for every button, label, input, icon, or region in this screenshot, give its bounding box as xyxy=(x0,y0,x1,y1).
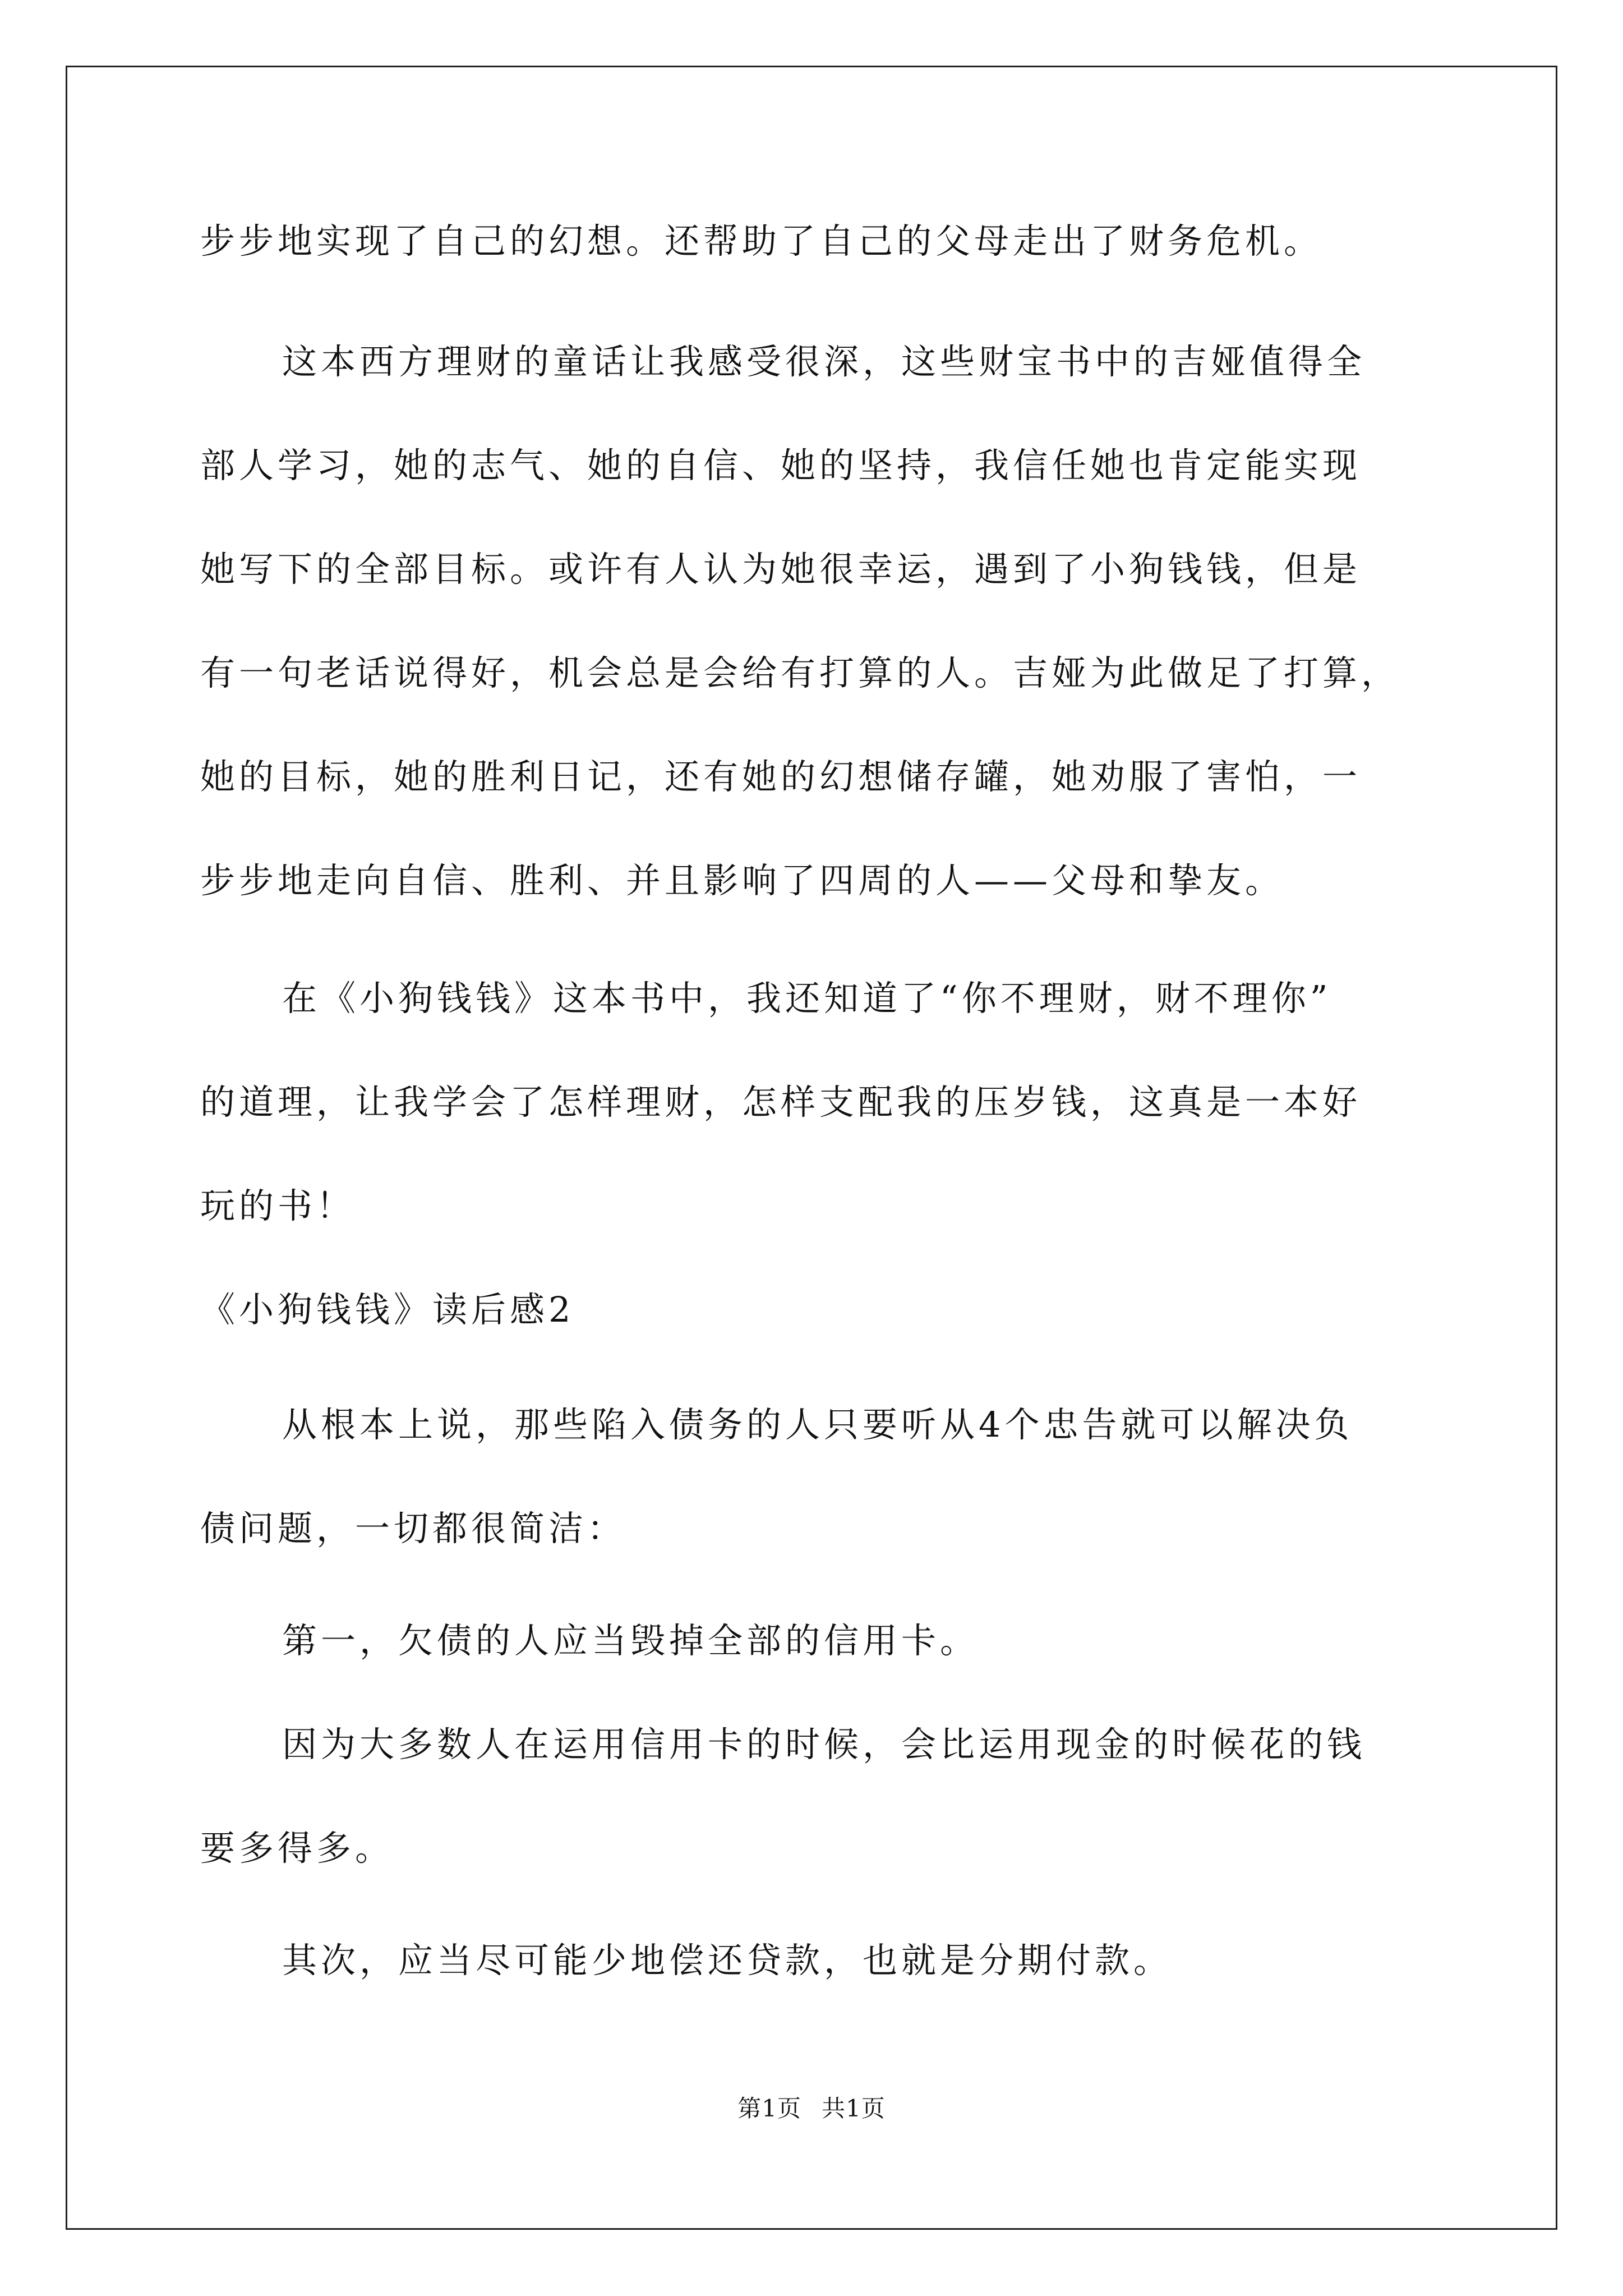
page-border xyxy=(66,66,1557,2230)
page-number: 第1页 xyxy=(737,2095,801,2122)
text-line-1: 步步地实现了自己的幻想。还帮助了自己的父母走出了财务危机。 xyxy=(200,220,1323,261)
text-line-7: 步步地走向自信、胜利、并且影响了四周的人——父母和挚友。 xyxy=(200,860,1284,901)
text-line-14: 第一，欠债的人应当毁掉全部的信用卡。 xyxy=(282,1620,979,1661)
text-line-5: 有一句老话说得好，机会总是会给有打算的人。吉娅为此做足了打算， xyxy=(200,652,1400,693)
page-total: 共1页 xyxy=(822,2095,886,2122)
page-footer xyxy=(0,2094,1623,2123)
text-line-17: 其次，应当尽可能少地偿还贷款，也就是分期付款。 xyxy=(282,1940,1173,1981)
text-line-15: 因为大多数人在运用信用卡的时候，会比运用现金的时候花的钱 xyxy=(282,1724,1366,1765)
text-line-10: 玩的书！ xyxy=(200,1185,356,1226)
text-line-4: 她写下的全部目标。或许有人认为她很幸运，遇到了小狗钱钱，但是 xyxy=(200,549,1362,590)
text-line-2: 这本西方理财的童话让我感受很深，这些财宝书中的吉娅值得全 xyxy=(282,341,1366,382)
text-line-13: 债问题，一切都很简洁： xyxy=(200,1508,626,1549)
section-heading: 《小狗钱钱》读后感2 xyxy=(200,1289,575,1330)
text-line-3: 部人学习，她的志气、她的自信、她的坚持，我信任她也肯定能实现 xyxy=(200,445,1362,486)
text-line-16: 要多得多。 xyxy=(200,1828,394,1869)
text-line-8: 在《小狗钱钱》这本书中，我还知道了“你不理财，财不理你” xyxy=(282,978,1332,1019)
text-line-9: 的道理，让我学会了怎样理财，怎样支配我的压岁钱，这真是一本好 xyxy=(200,1082,1362,1122)
text-line-6: 她的目标，她的胜利日记，还有她的幻想储存罐，她劝服了害怕，一 xyxy=(200,756,1362,797)
text-line-12: 从根本上说，那些陷入债务的人只要听从4个忠告就可以解决负 xyxy=(282,1404,1353,1445)
